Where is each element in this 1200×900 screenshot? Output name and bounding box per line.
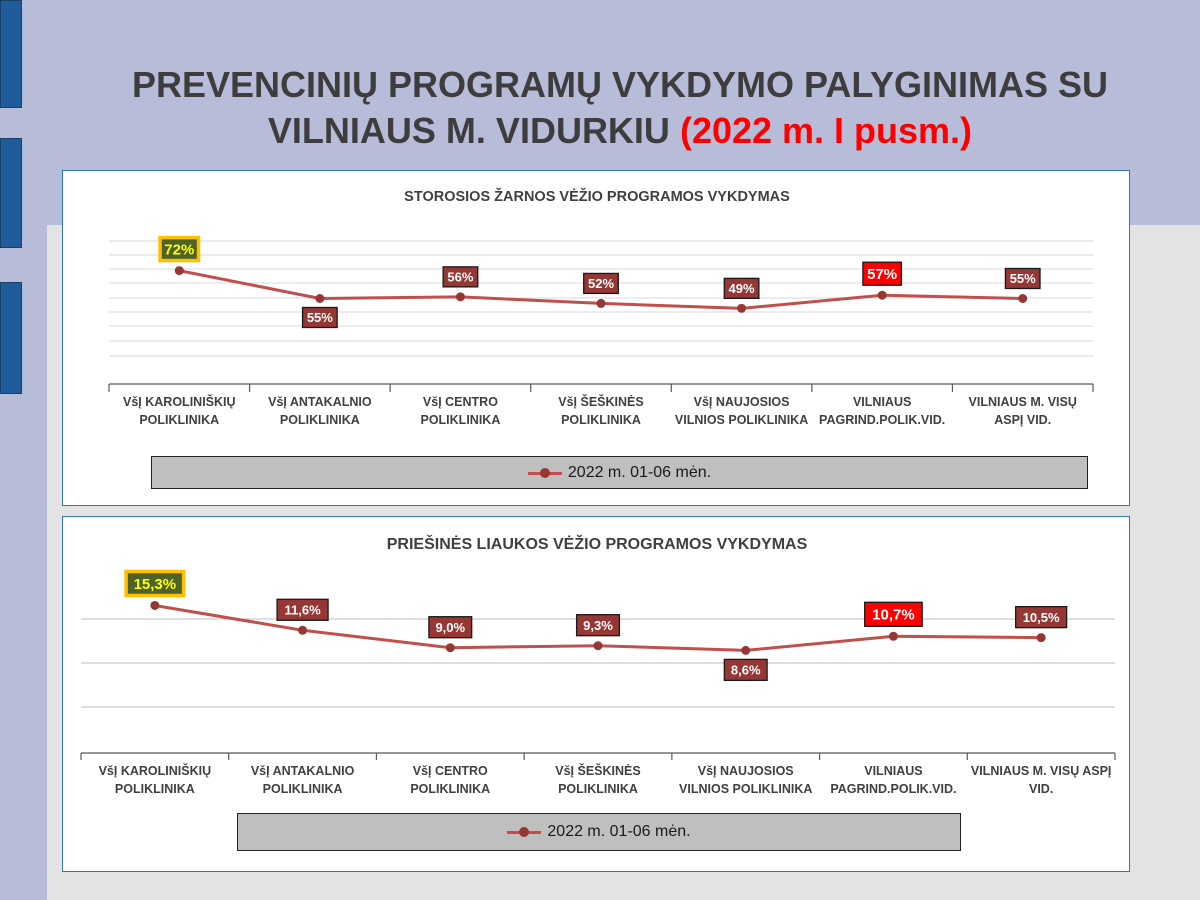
data-label: 49% <box>728 281 755 297</box>
data-point <box>1037 633 1046 642</box>
x-tick-label: VšĮ NAUJOSIOS VILNIOS POLIKLINIKA <box>674 395 809 427</box>
data-point <box>737 304 746 313</box>
slide-title-line2: VILNIAUS M. VIDURKIU <box>267 110 670 151</box>
data-label: 52% <box>587 276 615 292</box>
data-point <box>1018 294 1027 303</box>
chart-panel-colorectal <box>62 170 1130 506</box>
slide-title <box>60 62 1180 154</box>
chart-legend <box>151 456 1088 489</box>
x-tick-label: VILNIAUS PAGRIND.POLIK.VID. <box>819 395 946 427</box>
x-tick-label: VšĮ KAROLINIŠKIŲ POLIKLINIKA <box>123 395 236 427</box>
data-label: 8,6% <box>730 662 761 678</box>
x-tick-label: VILNIAUS M. VISŲ ASPĮ VID. <box>968 395 1077 427</box>
data-label: 55% <box>1009 271 1036 287</box>
slide-title-highlight: (2022 m. I pusm.) <box>679 110 973 151</box>
side-tab-3 <box>0 282 22 394</box>
x-tick-label: VILNIAUS M. VISŲ ASPĮ VID. <box>970 764 1112 796</box>
x-tick-label: VšĮ ANTAKALNIO POLIKLINIKA <box>268 395 372 427</box>
x-tick-label: VILNIAUS PAGRIND.POLIK.VID. <box>830 764 957 796</box>
x-tick-label: VšĮ CENTRO POLIKLINIKA <box>420 395 501 427</box>
data-point <box>446 643 455 652</box>
data-point <box>741 646 750 655</box>
data-point <box>315 294 324 303</box>
chart-title: STOROSIOS ŽARNOS VĖŽIO PROGRAMOS VYKDYMAS <box>404 189 790 205</box>
data-point <box>594 641 603 650</box>
data-point <box>878 291 887 300</box>
legend-series-name: 2022 m. 01-06 mėn. <box>547 823 691 840</box>
data-point <box>175 266 184 275</box>
data-label: 57% <box>867 266 898 284</box>
chart-title: PRIEŠINĖS LIAUKOS VĖŽIO PROGRAMOS VYKDYMAS <box>386 536 808 553</box>
data-point <box>597 299 606 308</box>
chart-legend <box>237 813 961 851</box>
data-point <box>298 626 307 635</box>
data-point <box>150 601 159 610</box>
side-tab-2 <box>0 138 22 248</box>
x-tick-label: VšĮ ŠEŠKINĖS POLIKLINIKA <box>555 764 641 796</box>
data-label: 10,7% <box>872 606 915 624</box>
x-tick-label: VšĮ ANTAKALNIO POLIKLINIKA <box>250 764 355 796</box>
chart-panel-prostate <box>62 516 1130 872</box>
slide-title-line1: PREVENCINIŲ PROGRAMŲ VYKDYMO PALYGINIMAS SU <box>131 64 1109 105</box>
legend-line-marker-icon <box>507 826 541 838</box>
data-label: 10,5% <box>1022 609 1060 625</box>
data-label: 15,3% <box>133 575 177 593</box>
legend-line-marker-icon <box>528 467 562 479</box>
x-tick-label: VšĮ KAROLINIŠKIŲ POLIKLINIKA <box>98 764 212 796</box>
side-tab-1 <box>0 0 22 108</box>
x-tick-label: VšĮ CENTRO POLIKLINIKA <box>410 764 491 796</box>
data-point <box>889 632 898 641</box>
data-label: 9,3% <box>583 617 613 633</box>
data-label: 55% <box>306 310 333 326</box>
data-label: 72% <box>164 241 195 259</box>
data-label: 56% <box>447 269 474 285</box>
x-tick-label: VšĮ ŠEŠKINĖS POLIKLINIKA <box>558 395 644 427</box>
data-label: 11,6% <box>284 602 321 618</box>
data-point <box>456 292 465 301</box>
data-label: 9,0% <box>435 619 466 635</box>
legend-series-name: 2022 m. 01-06 mėn. <box>567 463 712 481</box>
x-tick-label: VšĮ NAUJOSIOS VILNIOS POLIKLINIKA <box>679 764 813 796</box>
